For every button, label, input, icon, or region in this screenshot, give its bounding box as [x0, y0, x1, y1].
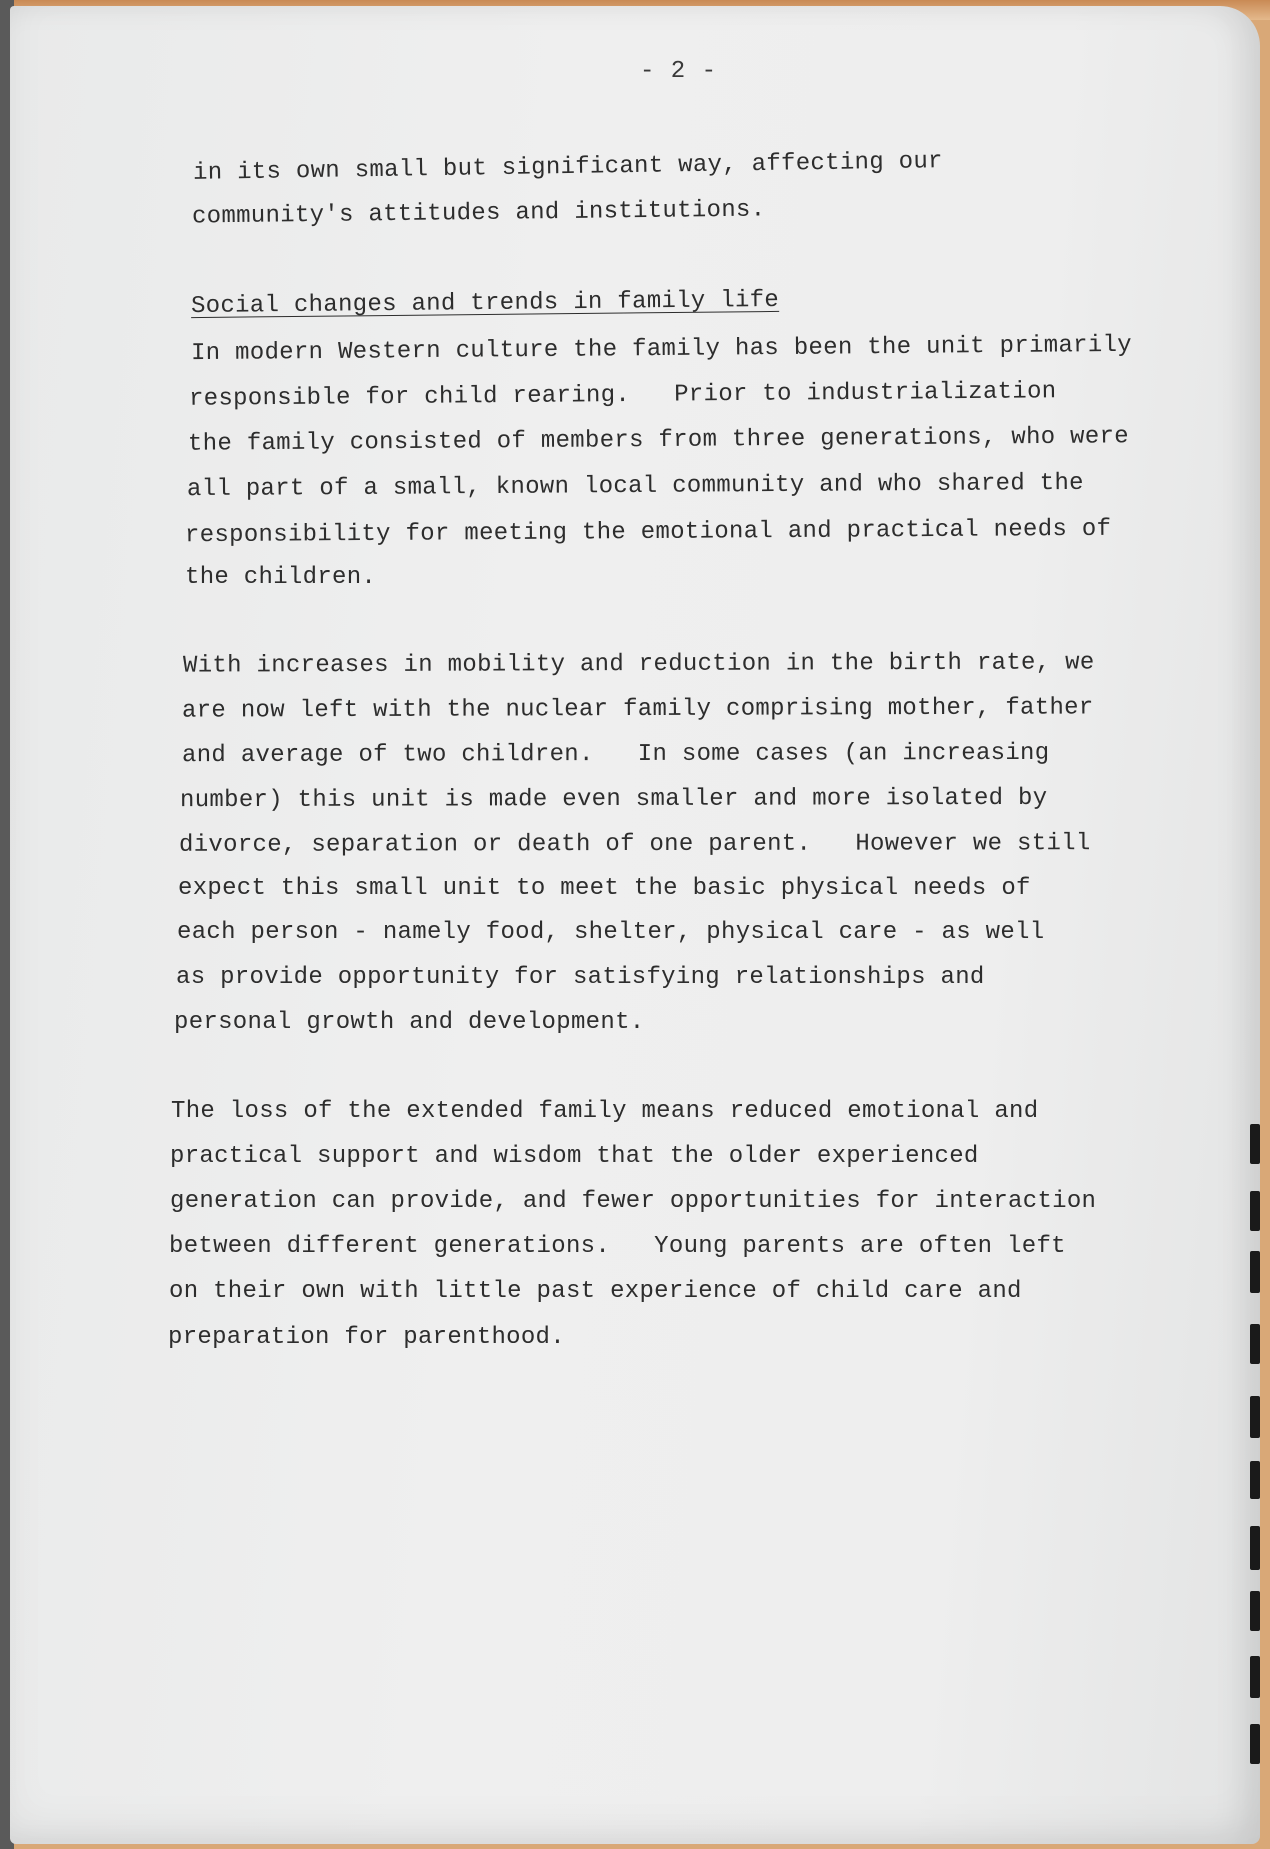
- paragraph-line: In modern Western culture the family has been the unit primarily: [190, 331, 1133, 368]
- paragraph-line: between different generations. Young parents are often left: [169, 1233, 1066, 1260]
- paragraph-line: the family consisted of members from three generations, who were: [187, 423, 1130, 458]
- paragraph-line: The loss of the extended family means reduced emotional and: [171, 1098, 1039, 1125]
- paragraph-line: generation can provide, and fewer opportunities for interaction: [170, 1188, 1097, 1215]
- paragraph-line: practical support and wisdom that the older experienced: [170, 1143, 979, 1170]
- paragraph-line: personal growth and development.: [174, 1009, 645, 1036]
- binding-mark: [1250, 1526, 1260, 1570]
- document-page: [10, 6, 1260, 1844]
- binding-mark: [1250, 1724, 1260, 1764]
- binding-mark: [1250, 1124, 1260, 1164]
- page-number: - 2 -: [640, 58, 718, 85]
- paragraph-line: divorce, separation or death of one parent. However we still: [178, 830, 1091, 859]
- paragraph-line: the children.: [185, 564, 377, 591]
- paragraph-line: number) this unit is made even smaller and more isolated by: [179, 784, 1048, 815]
- paragraph-line: on their own with little past experience of child care and: [169, 1278, 1022, 1305]
- paragraph-line: as provide opportunity for satisfying relationships and: [176, 964, 985, 991]
- binding-mark: [1250, 1324, 1260, 1364]
- binding-mark: [1250, 1191, 1260, 1231]
- paragraph-line: With increases in mobility and reduction in the birth rate, we: [182, 649, 1095, 680]
- paragraph-line: each person - namely food, shelter, physical care - as well: [177, 919, 1045, 946]
- paragraph-line: all part of a small, known local community and who shared the: [186, 469, 1084, 504]
- binding-mark: [1250, 1656, 1260, 1698]
- paragraph-line: preparation for parenthood.: [168, 1324, 565, 1351]
- binding-mark: [1250, 1591, 1260, 1631]
- intro-line: community's attitudes and institutions.: [191, 196, 766, 231]
- binding-mark: [1250, 1251, 1260, 1293]
- paragraph-line: and average of two children. In some cases (an increasing: [181, 739, 1050, 770]
- paragraph-line: responsible for child rearing. Prior to industrialization: [188, 378, 1057, 413]
- binding-mark: [1250, 1396, 1260, 1438]
- intro-line: in its own small but significant way, affecting our: [192, 148, 943, 187]
- paragraph-line: expect this small unit to meet the basic physical needs of: [178, 875, 1031, 902]
- binding-mark: [1250, 1461, 1260, 1499]
- paragraph-line: responsibility for meeting the emotional and practical needs of: [184, 515, 1112, 550]
- section-heading: Social changes and trends in family life: [190, 286, 780, 321]
- paragraph-line: are now left with the nuclear family comprising mother, father: [181, 694, 1094, 725]
